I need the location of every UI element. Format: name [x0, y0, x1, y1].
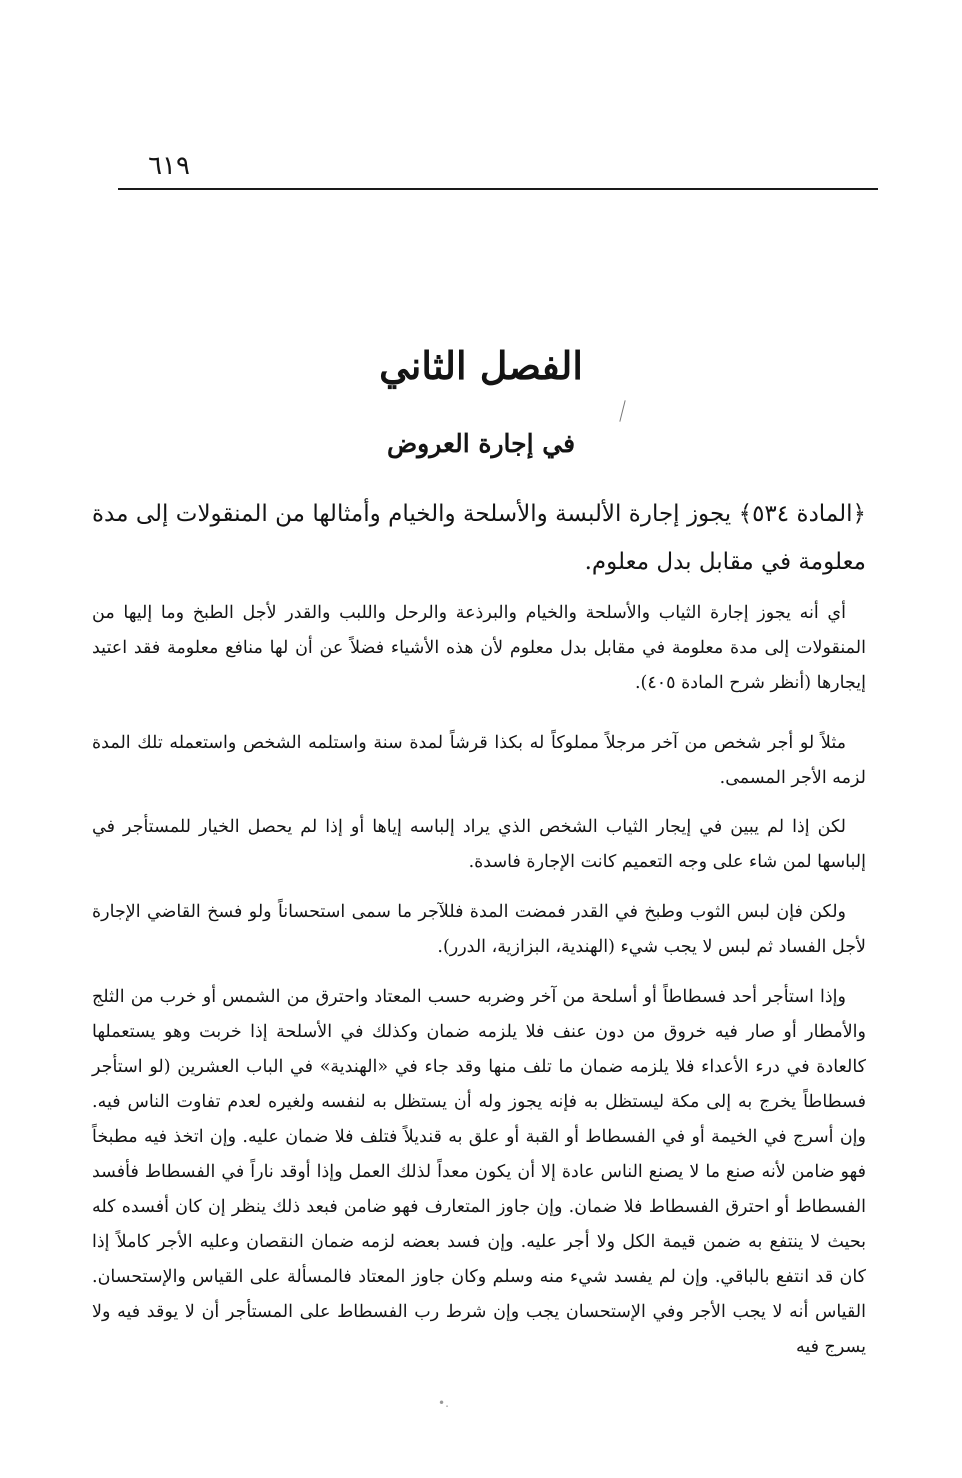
paragraph-5: وإذا استأجر أحد فسطاطاً أو أسلحة من آخر وضربه حسب المعتاد واحترق من الشمس أو خرب من الثلج والأمطار أو صار فيه خروق من دون عنف فلا يلزمه ضمان وكذلك في الأسلحة إذا خربت وهو يستعملها كالعادة في درء الأعداء فلا يلزمه ضمان ما تلف منها وقد جاء في «الهندية» في الباب العشرين (لو استأجر فسطاطاً يخرج به إلى مكة ليستظل به فإنه يجوز وله أن يستظل به لنفسه ولغيره لعدم تفاوت الناس فيه. وإن أسرج في الخيمة أو في الفسطاط أو القبة أو علق به قنديلاً فتلف فلا ضمان عليه. وإن اتخذ فيه مطبخاً فهو ضامن لأنه صنع ما لا يصنع الناس عادة إلا أن يكون معداً لذلك العمل وإذا أوقد ناراً في الفسطاط فأفسد الفسطاط أو احترق الفسطاط فلا ضمان. وإن جاوز المتعارف فهو ضامن فبعد ذلك ينظر إن كان أفسده كله بحيث لا ينتفع به ضمن قيمة الكل ولا أجر عليه. وإن فسد بعضه لزمه ضمان النقصان وعليه الأجر كاملاً إذا كان قد انتفع بالباقي. وإن لم يفسد شيء منه وسلم وكان جاوز المعتاد فالمسألة على القياس والإستحسان. القياس أنه لا يجب الأجر وفي الإستحسان يجب وإن شرط رب الفسطاط على المستأجر أن لا يوقد فيه ولا يسرج فيه — [92, 987, 866, 1357]
stray-mark — [619, 400, 625, 422]
paragraph-4: ولكن فإن لبس الثوب وطبخ في القدر فمضت المدة فللآجر ما سمى استحساناً ولو فسخ القاضي الإجارة لأجل الفساد ثم لبس لا يجب شيء (الهندية، البزازية، الدرر). — [92, 902, 866, 957]
chapter-subtitle: في إجارة العروض — [386, 429, 576, 458]
paragraph-3: لكن إذا لم يبين في إيجار الثياب الشخص الذي يراد إلباسه إياها أو إذا لم يحصل الخيار للمستأجر في إلباسها لمن شاء على وجه التعميم كانت الإجارة فاسدة. — [92, 817, 866, 872]
chapter-title: الفصل الثاني — [379, 343, 583, 388]
paragraph-1: أي أنه يجوز إجارة الثياب والأسلحة والخيام والبرذعة والرحل واللبب والقدر لأجل الطبخ وما إليها من المنقولات إلى مدة معلومة في مقابل بدل معلوم لأن هذه الأشياء فضلاً عن أن لها منافع معلومة فقد اعتيد إيجارها (أنظر شرح المادة ٤٠٥). — [92, 603, 866, 693]
scan-mark: .• — [438, 1396, 449, 1410]
header-rule — [118, 188, 878, 190]
paragraph-2: مثلاً لو أجر شخص من آخر مرجلاً مملوكاً له بكذا قرشاً لمدة سنة واستلمه الشخص واستعمله تلك المدة لزمه الأجر المسمى. — [92, 733, 866, 788]
page-number: ٦١٩ — [148, 151, 190, 181]
article-534: ﴿المادة ٥٣٤﴾ يجوز إجارة الألبسة والأسلحة والخيام وأمثالها من المنقولات إلى مدة معلومة في مقابل بدل معلوم. — [92, 501, 866, 575]
